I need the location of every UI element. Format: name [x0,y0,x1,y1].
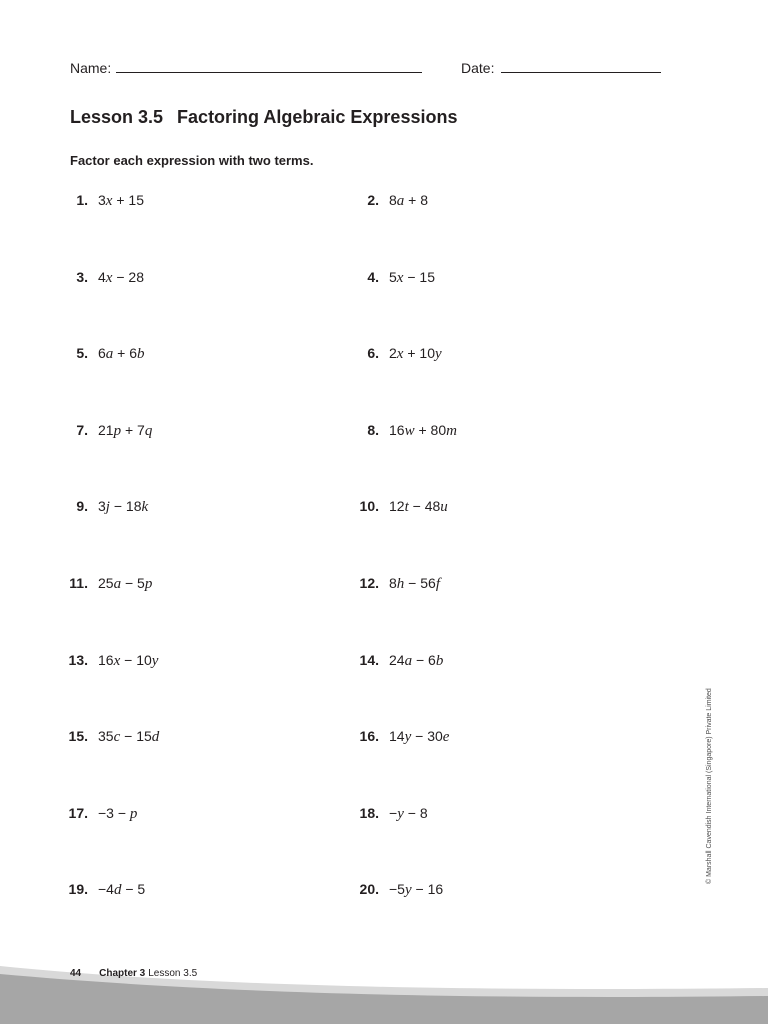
problem-17 [62,805,137,825]
problem-number: 15. [68,728,88,745]
problem-11 [62,575,152,595]
problem-number: 1. [76,192,88,208]
problem-14 [353,652,443,672]
expression-variable: a [396,193,405,209]
problem-expression [98,652,158,670]
problem-8 [353,422,457,442]
expression-variable: p [129,805,138,822]
problem-expression [389,881,443,899]
expression-text: − 15 [403,268,435,285]
expression-text: 5 [389,268,397,285]
problem-number: 18. [359,804,379,821]
expression-text: − 48 [408,498,441,515]
expression-variable: a [404,652,413,669]
lesson-name: Factoring Algebraic Expressions [177,107,458,127]
problem-expression [389,345,442,363]
expression-text: −3 − [98,804,130,821]
expression-variable: a [105,346,114,363]
problem-18 [353,805,428,825]
expression-variable: f [435,576,440,592]
problem-5 [62,345,145,365]
problem-6 [353,345,442,365]
problem-20 [353,881,443,901]
expression-text: − 6 [412,651,436,668]
expression-text: − 18 [109,498,142,515]
expression-text: + 8 [404,192,429,208]
page-number: 44 [70,968,82,979]
problem-expression [98,575,152,593]
page-title [70,107,457,128]
problem-expression [98,805,137,823]
problem-1 [62,192,144,212]
problem-number: 14. [359,651,379,668]
name-field[interactable] [116,72,422,73]
page-footer [70,968,197,979]
copyright-notice: © Marshall Cavendish International (Singapore) Private Limited [706,688,713,884]
problem-4 [353,269,435,289]
expression-variable: x [396,346,404,363]
expression-text: − 28 [112,268,144,285]
expression-variable: e [442,729,450,746]
name-date-row [70,60,670,80]
problem-number: 5. [76,345,88,362]
expression-variable: a [113,576,122,592]
expression-variable: w [404,422,415,439]
problem-expression [98,269,144,287]
problem-expression [389,269,435,287]
expression-text: + 6 [113,345,138,362]
problem-19 [62,881,145,901]
problem-number: 9. [76,498,88,515]
problem-10 [353,498,448,518]
expression-text: − 10 [120,651,152,668]
problem-number: 11. [69,575,88,591]
problem-number: 16. [359,728,379,745]
lesson-number: Lesson 3.5 [70,107,164,127]
problem-expression [389,652,443,670]
expression-variable: j [105,499,110,516]
problem-expression [389,422,457,440]
problem-expression [389,192,428,210]
name-label: Name: [70,60,112,76]
expression-variable: u [440,499,448,516]
expression-text: 25 [98,575,114,591]
expression-variable: p [144,576,153,592]
expression-variable: d [151,729,160,746]
expression-text: + 80 [414,421,447,438]
problem-expression [389,498,448,516]
problem-number: 13. [68,651,88,668]
footer-chapter: Chapter 3 [99,968,146,979]
expression-variable: y [397,805,404,822]
problem-12 [353,575,440,595]
expression-variable: k [141,499,149,516]
problem-3 [62,269,144,289]
date-field[interactable] [501,72,661,73]
expression-variable: t [404,499,409,516]
expression-text: − 16 [411,881,444,898]
expression-text: 24 [389,651,405,668]
problem-number: 7. [76,421,88,438]
expression-variable: y [404,729,412,746]
expression-variable: d [113,882,122,899]
expression-text: 35 [98,728,114,745]
expression-variable: q [144,422,153,439]
expression-variable: y [151,652,159,669]
expression-text: 3 [98,192,106,208]
expression-variable: p [113,422,122,439]
problem-expression [98,345,145,363]
expression-text: −4 [98,881,114,898]
problem-number: 12. [359,575,379,591]
expression-text: − [389,804,398,821]
expression-variable: x [113,652,121,669]
problem-expression [98,728,159,746]
expression-variable: b [435,652,444,669]
expression-text: 8 [389,575,397,591]
expression-text: 4 [98,268,106,285]
expression-text: − 8 [403,804,428,821]
expression-text: 2 [389,345,397,362]
expression-text: 16 [98,651,114,668]
expression-variable: y [435,346,442,363]
problem-16 [353,728,449,748]
expression-variable: m [446,422,457,439]
expression-text: 21 [98,421,114,438]
date-label: Date: [461,60,495,76]
problem-number: 3. [76,268,88,285]
problem-7 [62,422,152,442]
expression-text: 3 [98,498,106,515]
problem-expression [98,498,148,516]
problem-9 [62,498,148,518]
expression-variable: c [113,729,121,746]
problem-15 [62,728,159,748]
expression-text: 14 [389,728,405,745]
problem-number: 4. [367,268,379,285]
problem-number: 17. [68,804,88,821]
problem-number: 19. [68,881,88,898]
problem-expression [98,881,145,899]
expression-text: − 56 [404,575,436,591]
expression-text: 8 [389,192,397,208]
expression-variable: h [396,576,405,592]
expression-variable: x [105,269,113,286]
problem-expression [98,192,144,210]
expression-text: + 7 [121,421,145,438]
expression-text: + 10 [403,345,435,362]
footer-lesson: Lesson 3.5 [148,968,198,979]
expression-text: − 5 [121,575,145,591]
problem-number: 10. [359,498,379,515]
expression-text: − 30 [411,728,443,745]
problem-expression [389,575,440,593]
expression-text: 12 [389,498,405,515]
problem-number: 2. [367,192,379,208]
expression-text: 6 [98,345,106,362]
problem-number: 8. [367,421,379,438]
expression-text: − 15 [120,728,152,745]
expression-variable: x [105,193,113,209]
instruction-text: Factor each expression with two terms. [70,153,314,168]
problem-expression [98,422,152,440]
expression-variable: y [404,882,412,899]
expression-text: 16 [389,421,405,438]
problem-number: 20. [359,881,379,898]
expression-text: − 5 [121,881,146,898]
problem-number: 6. [367,345,379,362]
expression-text: −5 [389,881,405,898]
expression-variable: b [137,346,145,363]
expression-text: + 15 [112,192,144,208]
problem-13 [62,652,158,672]
problem-expression [389,805,428,823]
problem-2 [353,192,428,212]
expression-variable: x [396,269,404,286]
problem-expression [389,728,449,746]
